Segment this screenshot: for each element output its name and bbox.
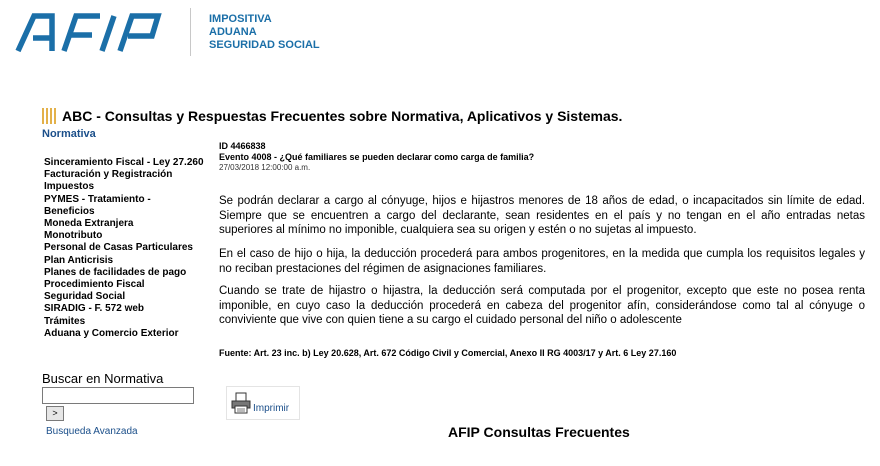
article-date: 27/03/2018 12:00:00 a.m. (219, 163, 311, 172)
printer-icon[interactable] (231, 392, 251, 419)
sidebar-item-moneda-extranjera[interactable]: Moneda Extranjera (44, 218, 134, 230)
article-paragraph: Se podrán declarar a cargo al cónyuge, hijos e hijastros menores de 18 años de edad, o incapacitados sin límite de edad. Siempre que se encuentren a cargo del declarante, sean residentes en el país y no tengan en el año entradas netas superiores al mínimo no imponible, cualquiera sea su origen y estén o no sujetas al impuesto. (219, 195, 865, 236)
article-content (219, 141, 865, 358)
header-divider (190, 8, 191, 56)
sidebar-item-procedimiento-fiscal[interactable]: Procedimiento Fiscal (44, 279, 145, 291)
sidebar-item-planes-facilidades[interactable]: Planes de facilidades de pago (44, 266, 187, 278)
print-box (226, 386, 300, 420)
search-title: Buscar en Normativa (42, 371, 164, 386)
page-title: ABC - Consultas y Respuestas Frecuentes sobre Normativa, Aplicativos y Sistemas. (62, 108, 623, 124)
afip-logo-mark (14, 12, 174, 54)
tagline-line: ADUANA (209, 26, 257, 38)
afip-logo[interactable] (14, 12, 174, 59)
article-source: Fuente: Art. 23 inc. b) Ley 20.628, Art. 672 Código Civil y Comercial, Anexo II RG 4003/17 y Art. 6 Ley 27.160 (219, 348, 677, 358)
sidebar-item-siradig[interactable]: SIRADIG - F. 572 web (44, 303, 145, 315)
page-title-row (42, 108, 622, 124)
sidebar-item-sinceramiento-fiscal[interactable]: Sinceramiento Fiscal - Ley 27.260 (44, 157, 204, 168)
article-event-title: Evento 4008 - ¿Qué familiares se pueden declarar como carga de familia? (219, 152, 535, 162)
sidebar-item-impuestos[interactable]: Impuestos (44, 181, 95, 193)
sidebar-item-plan-anticrisis[interactable]: Plan Anticrisis (44, 254, 114, 266)
article-paragraph: Cuando se trate de hijastro o hijastra, la deducción será computada por el progenitor, excepto que este no posea renta imponible, en cuyo caso la deducción procederá en cabeza del progenitor afín, considerándose como tal al cónyuge o conviviente que vive con quien tiene a su cargo el cuidado personal del niño o adolescente (219, 285, 865, 326)
sidebar-item-tramites[interactable]: Trámites (44, 315, 86, 327)
tagline-line: SEGURIDAD SOCIAL (209, 39, 320, 51)
section-label: Normativa (42, 128, 96, 140)
search-input[interactable] (42, 387, 194, 404)
sidebar-item-facturacion[interactable]: Facturación y Registración (44, 169, 173, 181)
print-link[interactable]: Imprimir (253, 403, 290, 414)
sidebar-nav (44, 157, 204, 340)
sidebar-item-aduana[interactable]: Aduana y Comercio Exterior (44, 327, 179, 339)
article-paragraph: En el caso de hijo o hija, la deducción procederá para ambos progenitores, en la medida que cumpla los requisitos legales y no reciban prestaciones del régimen de asignaciones familiares. (219, 248, 865, 275)
header-tagline (209, 13, 320, 52)
title-bars-icon (42, 108, 56, 124)
footer-title: AFIP Consultas Frecuentes (448, 424, 630, 440)
sidebar-item-seguridad-social[interactable]: Seguridad Social (44, 291, 126, 303)
sidebar-item-casas-particulares[interactable]: Personal de Casas Particulares (44, 242, 193, 254)
advanced-search-link[interactable]: Busqueda Avanzada (46, 426, 138, 437)
sidebar-item-pymes[interactable]: PYMES - Tratamiento - Beneficios (44, 193, 151, 217)
article-id: ID 4466838 (219, 141, 266, 151)
sidebar-item-monotributo[interactable]: Monotributo (44, 230, 103, 242)
tagline-line: IMPOSITIVA (209, 13, 272, 25)
search-button[interactable]: > (46, 406, 64, 421)
site-header (0, 0, 880, 70)
